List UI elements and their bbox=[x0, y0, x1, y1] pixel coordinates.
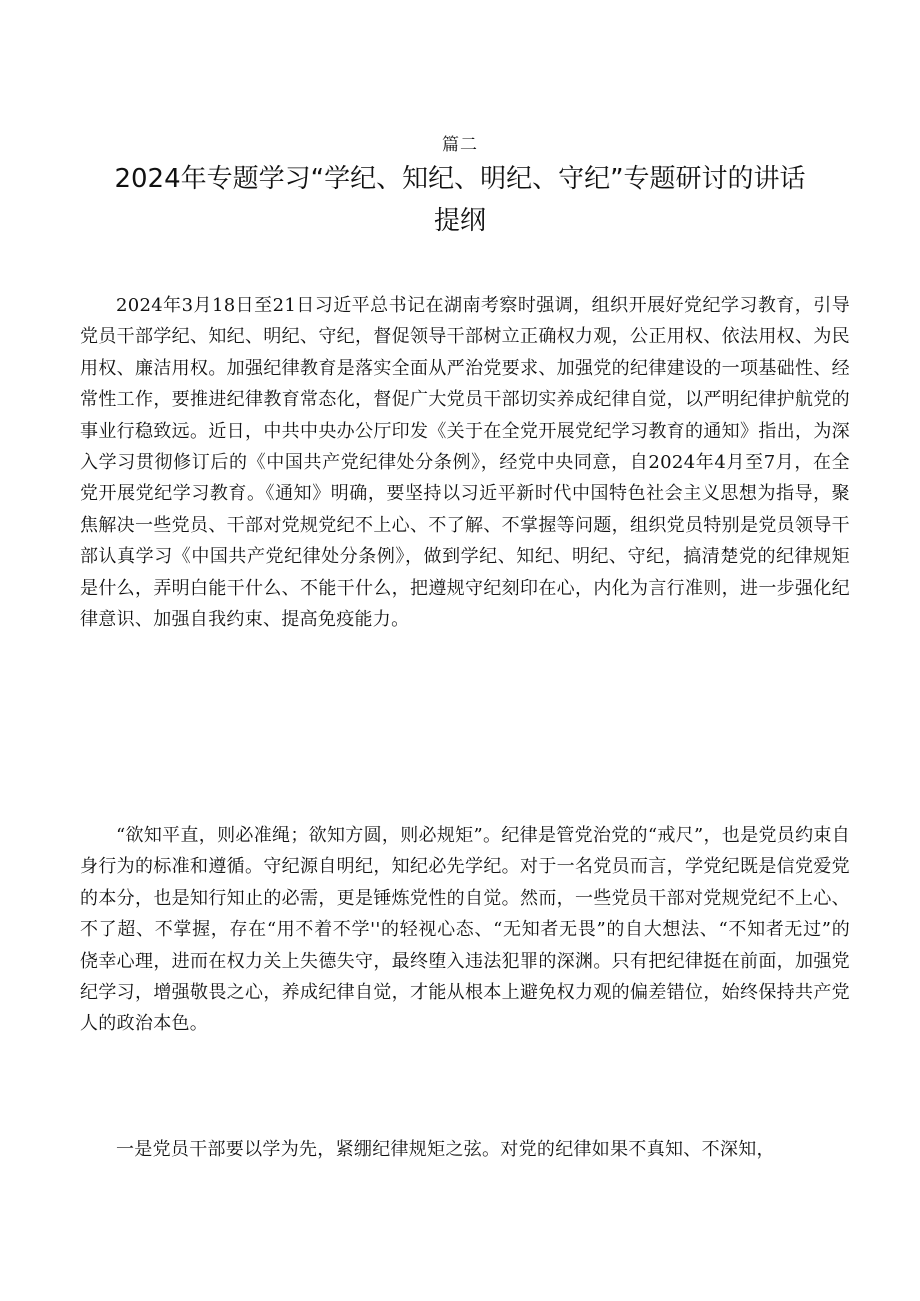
section-label: 篇二 bbox=[442, 135, 478, 155]
document-title: 2024年专题学习“学纪、知纪、明纪、守纪”专题研讨的讲话提纲 bbox=[114, 164, 806, 236]
body-paragraph-1: 2024年3月18日至21日习近平总书记在湖南考察时强调，组织开展好党纪学习教育，引导党员干部学纪、知纪、明纪、守纪，督促领导干部树立正确权力观，公正用权、依法用权、为民用权、廉洁用权。加强纪律教育是落实全面从严治党要求、加强党的纪律建设的一项基础性、经常性工作，要推进纪律教育常态化，督促广大党员干部切实养成纪律自觉，以严明纪律护航党的事业行稳致远。近日，中共中央办公厅印发《关于在全党开展党纪学习教育的通知》指出，为深入学习贯彻修订后的《中国共产党纪律处分条例》，经党中央同意，自2024年4月至7月，在全党开展党纪学习教育。《通知》明确，要坚持以习近平新时代中国特色社会主义思想为指导，聚焦解决一些党员、干部对党规党纪不上心、不了解、不掌握等问题，组织党员特别是党员领导干部认真学习《中国共产党纪律处分条例》，做到学纪、知纪、明纪、守纪，搞清楚党的纪律规矩是什么，弄明白能干什么、不能干什么，把遵规守纪刻印在心，内化为言行准则，进一步强化纪律意识、加强自我约束、提高免疫能力。 bbox=[80, 295, 850, 631]
body-paragraph-3: 一是党员干部要以学为先，紧绷纪律规矩之弦。对党的纪律如果不真知、不深知， bbox=[116, 1139, 775, 1160]
body-paragraph-2: “欲知平直，则必准绳；欲知方圆，则必规矩”。纪律是管党治党的“戒尺”，也是党员约束自身行为的标准和遵循。守纪源自明纪，知纪必先学纪。对于一名党员而言，学党纪既是信党爱党的本分，也是知行知止的必需，更是锤炼党性的自觉。然而，一些党员干部对党规党纪不上心、不了超、不掌握，存在“用不着不学''的轻视心态、“无知者无畏”的自大想法、“不知者无过”的侥幸心理，进而在权力关上失德失守，最终堕入违法犯罪的深渊。只有把纪律挺在前面，加强党纪学习，增强敬畏之心，养成纪律自觉，才能从根本上避免权力观的偏差错位，始终保持共产党人的政治本色。 bbox=[80, 825, 850, 1035]
